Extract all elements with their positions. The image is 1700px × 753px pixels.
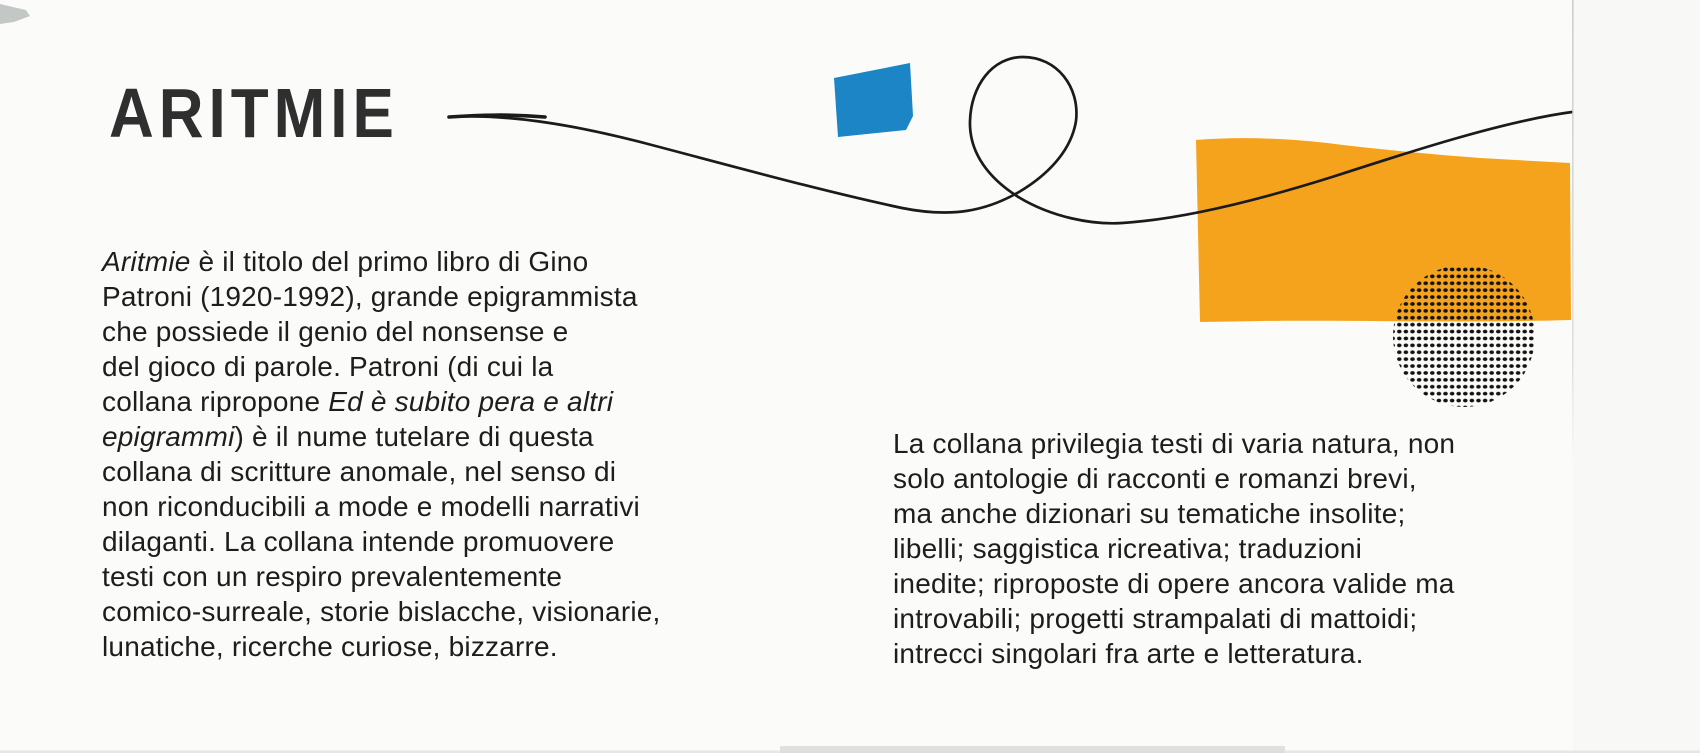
text-line: introvabili; progetti strampalati di mattoidi;	[893, 603, 1418, 634]
text-line: epigrammi) è il nume tutelare di questa	[102, 421, 594, 452]
text-line: dilaganti. La collana intende promuovere	[102, 526, 615, 557]
text-line: solo antologie di racconti e romanzi brevi,	[893, 463, 1417, 494]
left-paragraph	[102, 244, 662, 664]
text-line: lunatiche, ricerche curiose, bizzarre.	[102, 631, 558, 662]
text-line: ma anche dizionari su tematiche insolite;	[893, 498, 1406, 529]
page-title: ARITMIE	[109, 75, 399, 153]
text-line: collana di scritture anomale, nel senso di	[102, 456, 617, 487]
text-line: collana ripropone Ed è subito pera e altri	[102, 386, 614, 417]
page-edge-seam	[1572, 0, 1574, 470]
halftone-dots-circle	[1393, 265, 1535, 407]
text-line: inedite; riproposte di opere ancora valide ma	[893, 568, 1455, 599]
squiggle-line-start	[449, 115, 545, 117]
text-line: comico-surreale, storie bislacche, visionarie,	[102, 596, 661, 627]
text-line: intrecci singolari fra arte e letteratura.	[893, 638, 1364, 669]
right-paragraph	[893, 426, 1513, 671]
text-line: libelli; saggistica ricreativa; traduzioni	[893, 533, 1363, 564]
text-line: Aritmie è il titolo del primo libro di Gino	[102, 246, 589, 277]
text-line: che possiede il genio del nonsense e	[102, 316, 569, 347]
text-line: non riconducibili a mode e modelli narrativi	[102, 491, 640, 522]
text-line: Patroni (1920-1992), grande epigrammista	[102, 281, 638, 312]
text-line: testi con un respiro prevalentemente	[102, 561, 563, 592]
text-line: La collana privilegia testi di varia natura, non	[893, 428, 1456, 459]
adjacent-page-edge	[1574, 0, 1700, 753]
text-line: del gioco di parole. Patroni (di cui la	[102, 351, 554, 382]
